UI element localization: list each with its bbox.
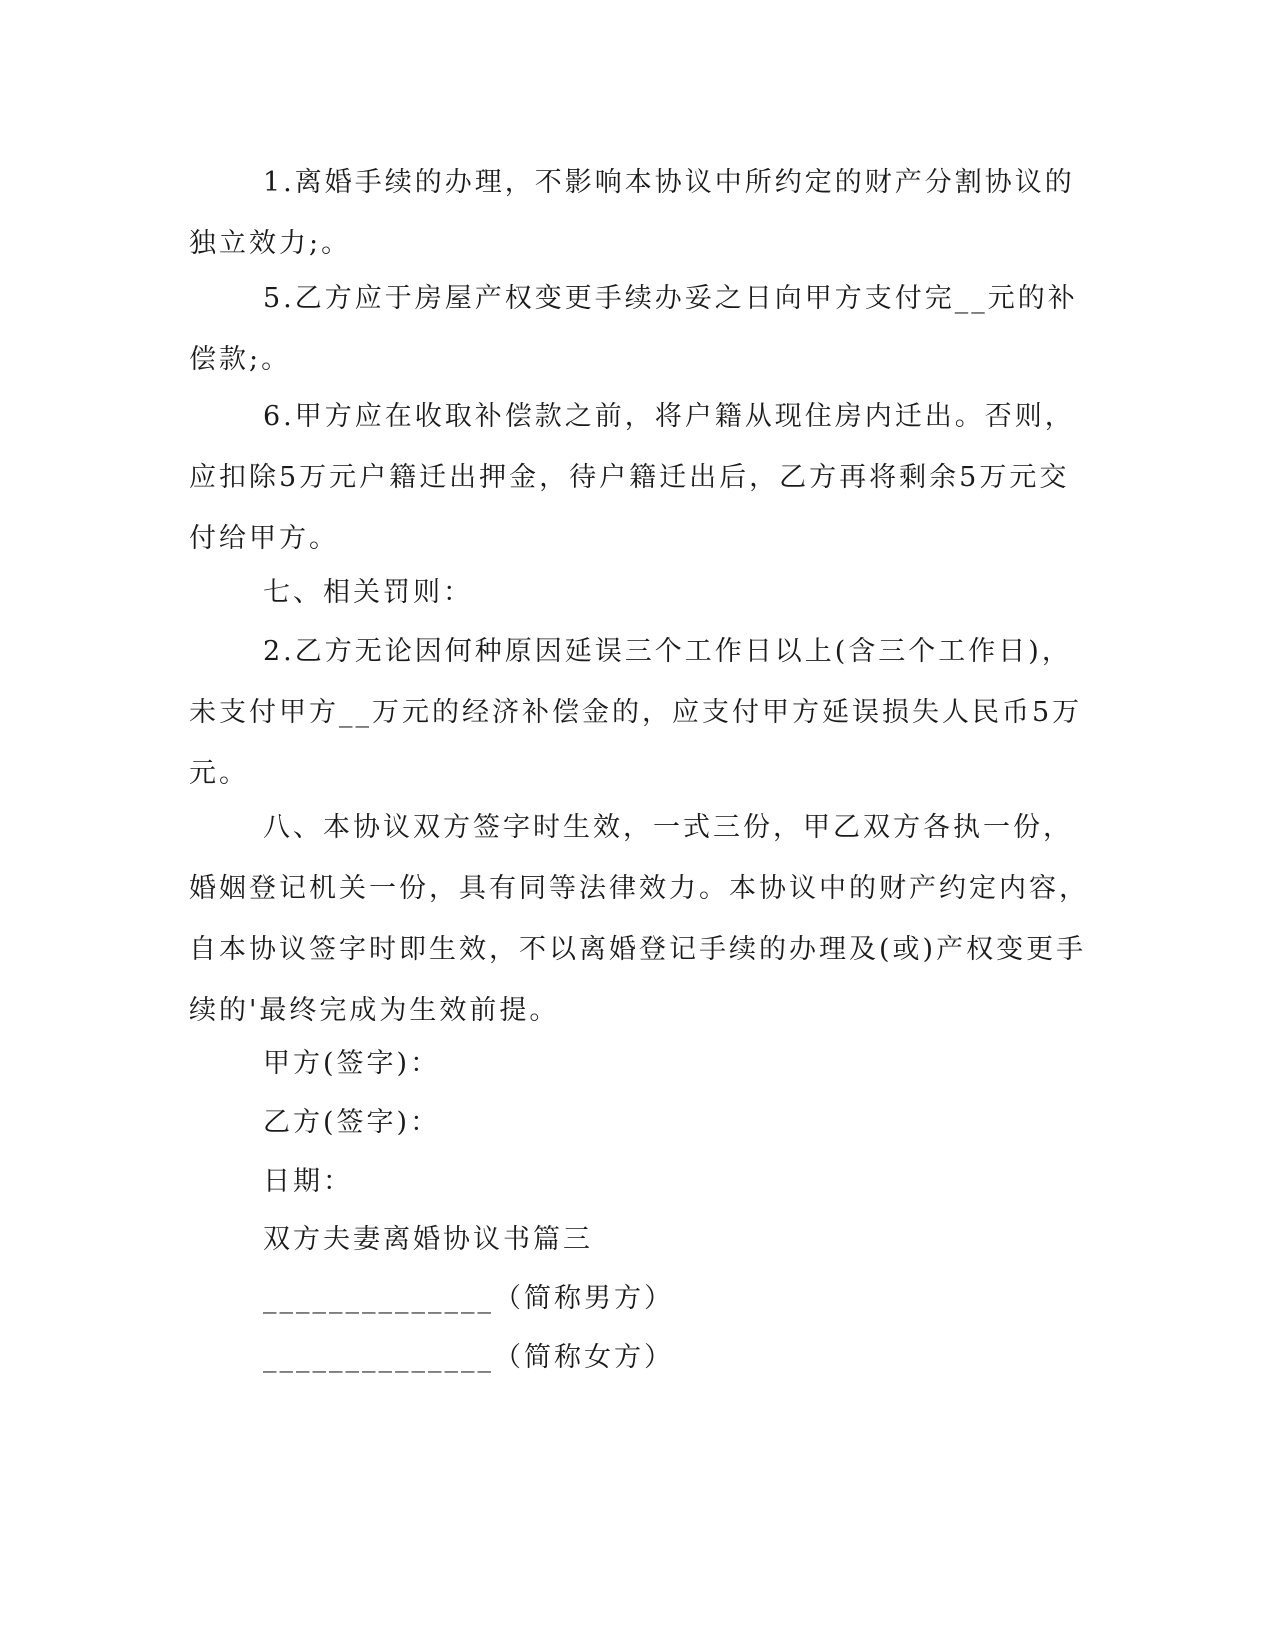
- signature-party-a: 甲方(签字)：: [263, 1048, 441, 1079]
- male-party-line: ______________（简称男方）: [263, 1283, 674, 1314]
- paragraph-penalty-2: 2.乙方无论因何种原因延误三个工作日以上(含三个工作日)，未支付甲方__万元的经济补偿金的，应支付甲方延误损失人民币5万元。: [189, 636, 1083, 789]
- paragraph-clause-1: 1.离婚手续的办理，不影响本协议中所约定的财产分割协议的独立效力;。: [189, 167, 1075, 259]
- section-heading-penalties: 七、相关罚则：: [263, 577, 473, 608]
- female-party-line: ______________（简称女方）: [263, 1342, 674, 1373]
- section-title: 双方夫妻离婚协议书篇三: [263, 1224, 593, 1255]
- paragraph-clause-5: 5.乙方应于房屋产权变更手续办妥之日向甲方支付完__元的补偿款;。: [189, 283, 1078, 375]
- paragraph-section-8: 八、本协议双方签字时生效，一式三份，甲乙双方各执一份，婚姻登记机关一份，具有同等法律效力。本协议中的财产约定内容，自本协议签字时即生效，不以离婚登记手续的办理及(或)产权变更手续的'最终完成为生效前提。: [189, 812, 1089, 1026]
- signature-party-b: 乙方(签字)：: [263, 1107, 441, 1138]
- date-label: 日期：: [263, 1166, 353, 1197]
- paragraph-clause-6: 6.甲方应在收取补偿款之前，将户籍从现住房内迁出。否则，应扣除5万元户籍迁出押金，待户籍迁出后，乙方再将剩余5万元交付给甲方。: [189, 401, 1075, 554]
